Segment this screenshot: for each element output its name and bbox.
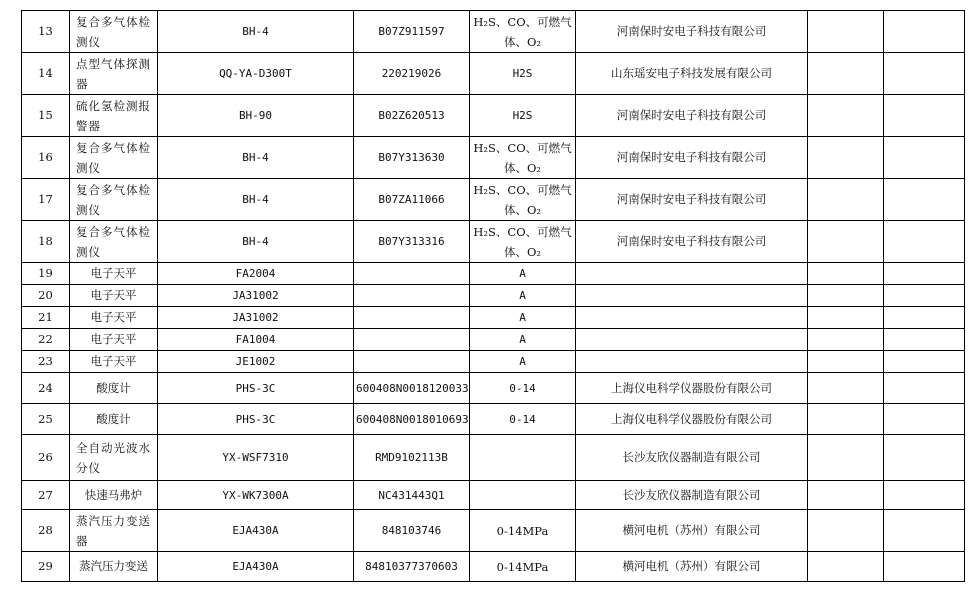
model-cell: QQ-YA-D300T <box>158 53 354 95</box>
model-cell: BH-4 <box>158 221 354 263</box>
measuring-range-cell: H₂S、CO、可燃气体、O₂ <box>470 179 576 221</box>
empty-cell <box>884 263 965 285</box>
empty-cell <box>808 404 884 435</box>
serial-number-cell: B07Y313316 <box>354 221 470 263</box>
table-row <box>22 11 965 53</box>
empty-cell <box>884 351 965 373</box>
serial-number-cell: RMD9102113B <box>354 435 470 481</box>
row-number-cell: 20 <box>22 285 70 307</box>
manufacturer-cell <box>576 329 808 351</box>
model-cell: BH-4 <box>158 11 354 53</box>
measuring-range-cell: H2S <box>470 53 576 95</box>
serial-number-cell: NC431443Q1 <box>354 481 470 510</box>
empty-cell <box>884 329 965 351</box>
measuring-range-cell: 0-14MPa <box>470 510 576 552</box>
model-cell: BH-4 <box>158 179 354 221</box>
manufacturer-cell: 河南保时安电子科技有限公司 <box>576 179 808 221</box>
measuring-range-cell: A <box>470 285 576 307</box>
row-number-cell: 27 <box>22 481 70 510</box>
serial-number-cell <box>354 307 470 329</box>
manufacturer-cell: 河南保时安电子科技有限公司 <box>576 137 808 179</box>
manufacturer-cell <box>576 307 808 329</box>
table-row <box>22 351 965 373</box>
row-number-cell: 18 <box>22 221 70 263</box>
instrument-name-cell: 蒸汽压力变送器 <box>70 510 158 552</box>
model-cell: EJA430A <box>158 510 354 552</box>
table-row <box>22 481 965 510</box>
table-row <box>22 137 965 179</box>
empty-cell <box>808 179 884 221</box>
measuring-range-cell: 0-14 <box>470 404 576 435</box>
equipment-table <box>21 10 965 582</box>
empty-cell <box>808 307 884 329</box>
measuring-range-cell: 0-14 <box>470 373 576 404</box>
row-number-cell: 26 <box>22 435 70 481</box>
model-cell: BH-4 <box>158 137 354 179</box>
manufacturer-cell: 横河电机（苏州）有限公司 <box>576 552 808 582</box>
empty-cell <box>808 510 884 552</box>
instrument-name-cell: 电子天平 <box>70 351 158 373</box>
serial-number-cell: 600408N0018120033 <box>354 373 470 404</box>
row-number-cell: 22 <box>22 329 70 351</box>
table-row <box>22 221 965 263</box>
manufacturer-cell: 上海仪电科学仪器股份有限公司 <box>576 404 808 435</box>
empty-cell <box>808 221 884 263</box>
measuring-range-cell: H₂S、CO、可燃气体、O₂ <box>470 137 576 179</box>
table-row <box>22 285 965 307</box>
table-row <box>22 329 965 351</box>
manufacturer-cell: 河南保时安电子科技有限公司 <box>576 95 808 137</box>
row-number-cell: 13 <box>22 11 70 53</box>
empty-cell <box>884 53 965 95</box>
serial-number-cell: B02Z620513 <box>354 95 470 137</box>
empty-cell <box>808 373 884 404</box>
empty-cell <box>884 221 965 263</box>
empty-cell <box>884 179 965 221</box>
model-cell: JA31002 <box>158 307 354 329</box>
measuring-range-cell: A <box>470 307 576 329</box>
empty-cell <box>808 95 884 137</box>
empty-cell <box>808 53 884 95</box>
measuring-range-cell: 0-14MPa <box>470 552 576 582</box>
instrument-name-cell: 电子天平 <box>70 307 158 329</box>
table-row <box>22 53 965 95</box>
empty-cell <box>884 307 965 329</box>
serial-number-cell <box>354 285 470 307</box>
serial-number-cell <box>354 351 470 373</box>
row-number-cell: 25 <box>22 404 70 435</box>
empty-cell <box>808 329 884 351</box>
manufacturer-cell <box>576 263 808 285</box>
manufacturer-cell: 横河电机（苏州）有限公司 <box>576 510 808 552</box>
measuring-range-cell: H₂S、CO、可燃气体、O₂ <box>470 221 576 263</box>
serial-number-cell <box>354 263 470 285</box>
model-cell: PHS-3C <box>158 404 354 435</box>
model-cell: JA31002 <box>158 285 354 307</box>
model-cell: JE1002 <box>158 351 354 373</box>
manufacturer-cell <box>576 285 808 307</box>
empty-cell <box>884 373 965 404</box>
serial-number-cell: 220219026 <box>354 53 470 95</box>
manufacturer-cell: 山东瑶安电子科技发展有限公司 <box>576 53 808 95</box>
empty-cell <box>808 263 884 285</box>
instrument-name-cell: 电子天平 <box>70 329 158 351</box>
serial-number-cell: 84810377370603 <box>354 552 470 582</box>
serial-number-cell: 600408N0018010693 <box>354 404 470 435</box>
manufacturer-cell: 河南保时安电子科技有限公司 <box>576 11 808 53</box>
empty-cell <box>884 404 965 435</box>
instrument-name-cell: 复合多气体检测仪 <box>70 221 158 263</box>
instrument-name-cell: 复合多气体检测仪 <box>70 179 158 221</box>
empty-cell <box>884 95 965 137</box>
empty-cell <box>884 11 965 53</box>
serial-number-cell <box>354 329 470 351</box>
measuring-range-cell <box>470 481 576 510</box>
row-number-cell: 21 <box>22 307 70 329</box>
table-row <box>22 263 965 285</box>
table-row <box>22 373 965 404</box>
instrument-name-cell: 复合多气体检测仪 <box>70 137 158 179</box>
empty-cell <box>884 285 965 307</box>
model-cell: BH-90 <box>158 95 354 137</box>
measuring-range-cell: H₂S、CO、可燃气体、O₂ <box>470 11 576 53</box>
model-cell: FA2004 <box>158 263 354 285</box>
row-number-cell: 16 <box>22 137 70 179</box>
measuring-range-cell: A <box>470 263 576 285</box>
serial-number-cell: B07Y313630 <box>354 137 470 179</box>
table-row <box>22 95 965 137</box>
empty-cell <box>808 435 884 481</box>
table-row <box>22 435 965 481</box>
row-number-cell: 28 <box>22 510 70 552</box>
measuring-range-cell <box>470 435 576 481</box>
row-number-cell: 14 <box>22 53 70 95</box>
instrument-name-cell: 蒸汽压力变送 <box>70 552 158 582</box>
empty-cell <box>884 552 965 582</box>
manufacturer-cell <box>576 351 808 373</box>
empty-cell <box>808 351 884 373</box>
row-number-cell: 23 <box>22 351 70 373</box>
measuring-range-cell: H2S <box>470 95 576 137</box>
instrument-name-cell: 快速马弗炉 <box>70 481 158 510</box>
table-row <box>22 404 965 435</box>
manufacturer-cell: 河南保时安电子科技有限公司 <box>576 221 808 263</box>
table-row <box>22 179 965 221</box>
instrument-name-cell: 全自动光波水分仪 <box>70 435 158 481</box>
manufacturer-cell: 长沙友欣仪器制造有限公司 <box>576 481 808 510</box>
instrument-name-cell: 电子天平 <box>70 263 158 285</box>
empty-cell <box>808 11 884 53</box>
table-row <box>22 510 965 552</box>
instrument-name-cell: 酸度计 <box>70 373 158 404</box>
instrument-name-cell: 点型气体探测器 <box>70 53 158 95</box>
measuring-range-cell: A <box>470 351 576 373</box>
row-number-cell: 17 <box>22 179 70 221</box>
instrument-name-cell: 电子天平 <box>70 285 158 307</box>
serial-number-cell: B07Z911597 <box>354 11 470 53</box>
measuring-range-cell: A <box>470 329 576 351</box>
table-row <box>22 307 965 329</box>
instrument-name-cell: 酸度计 <box>70 404 158 435</box>
row-number-cell: 15 <box>22 95 70 137</box>
manufacturer-cell: 上海仪电科学仪器股份有限公司 <box>576 373 808 404</box>
serial-number-cell: 848103746 <box>354 510 470 552</box>
empty-cell <box>808 285 884 307</box>
empty-cell <box>884 137 965 179</box>
empty-cell <box>808 552 884 582</box>
table-row <box>22 552 965 582</box>
serial-number-cell: B07ZA11066 <box>354 179 470 221</box>
equipment-table-body <box>22 11 965 582</box>
model-cell: PHS-3C <box>158 373 354 404</box>
row-number-cell: 29 <box>22 552 70 582</box>
instrument-name-cell: 复合多气体检测仪 <box>70 11 158 53</box>
empty-cell <box>808 481 884 510</box>
empty-cell <box>884 435 965 481</box>
row-number-cell: 24 <box>22 373 70 404</box>
row-number-cell: 19 <box>22 263 70 285</box>
empty-cell <box>808 137 884 179</box>
instrument-name-cell: 硫化氢检测报警器 <box>70 95 158 137</box>
empty-cell <box>884 510 965 552</box>
model-cell: FA1004 <box>158 329 354 351</box>
model-cell: YX-WSF7310 <box>158 435 354 481</box>
model-cell: EJA430A <box>158 552 354 582</box>
model-cell: YX-WK7300A <box>158 481 354 510</box>
manufacturer-cell: 长沙友欣仪器制造有限公司 <box>576 435 808 481</box>
empty-cell <box>884 481 965 510</box>
